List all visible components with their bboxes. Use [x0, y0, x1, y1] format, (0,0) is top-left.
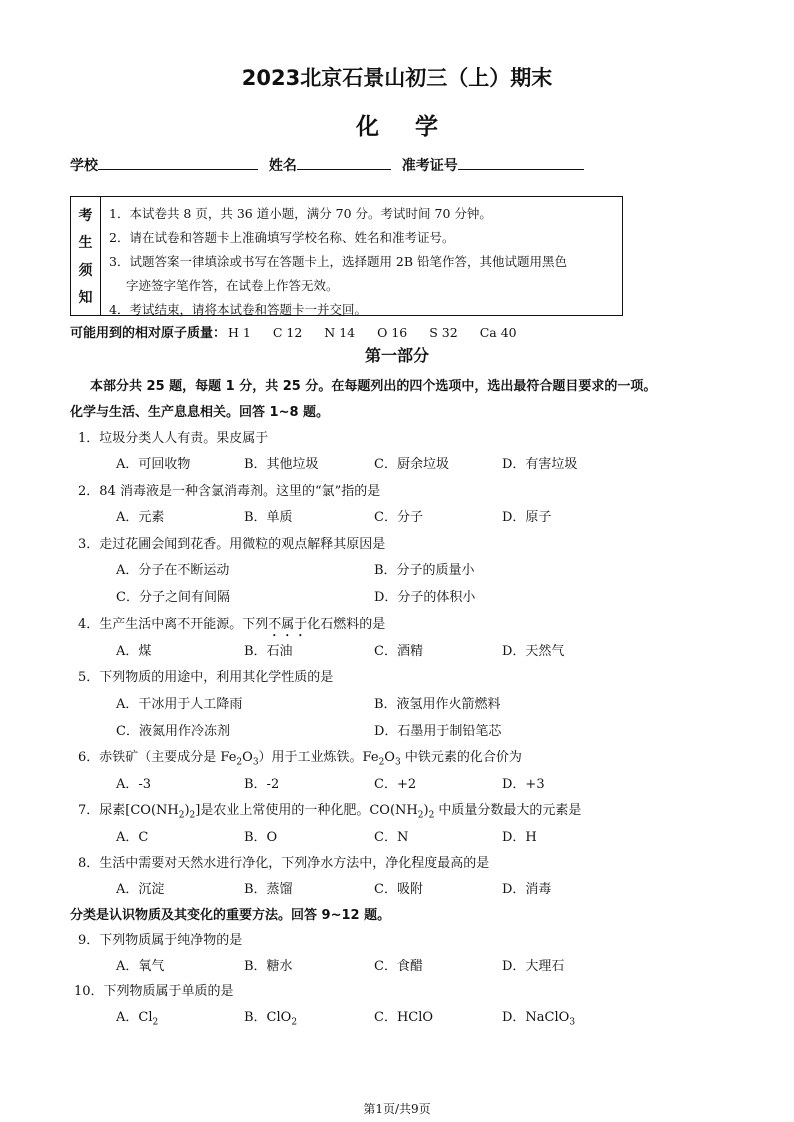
- option-d: D．石墨用于制铅笔芯: [374, 724, 502, 739]
- stem-text: ]是农业上常使用的一种化肥。CO(NH: [195, 803, 418, 818]
- option-text: D．NaClO: [502, 1010, 570, 1025]
- notes-heading-char: 知: [78, 290, 93, 307]
- note-item: 1．本试卷共 8 页，共 36 道小题，满分 70 分。考试时间 70 分钟。: [109, 206, 492, 221]
- subscript: 2: [178, 810, 185, 821]
- atomic-mass: Ca 40: [479, 325, 517, 340]
- option-d: D．消毒: [502, 882, 552, 897]
- subscript: 2: [152, 1017, 159, 1028]
- question-stem: [78, 613, 385, 640]
- part-title: 第一部分: [364, 346, 429, 365]
- stem-text: 7．尿素[CO(NH: [78, 803, 179, 818]
- stem-text: 化石燃料的是: [307, 617, 386, 632]
- stem-text: ): [423, 803, 429, 818]
- part-intro: 本部分共 25 题，每题 1 分，共 25 分。在每题列出的四个选项中，选出最符合题目要求的一项。: [90, 379, 657, 394]
- option-b: B．单质: [244, 510, 293, 525]
- option-d: [502, 1006, 575, 1028]
- option-b: B．石油: [244, 644, 293, 659]
- option-d: D．+3: [502, 777, 545, 792]
- stem-text: 4．生产生活中离不开能源。下列: [78, 617, 269, 632]
- option-a: A．氧气: [116, 959, 165, 974]
- section-heading: 化学与生活、生产息息相关。回答 1~8 题。: [70, 405, 330, 420]
- notes-heading-char: 须: [78, 262, 93, 279]
- option-a: A．元素: [116, 510, 165, 525]
- option-c: C．厨余垃圾: [374, 457, 449, 472]
- subscript: 3: [252, 757, 259, 768]
- option-c: C．分子之间有间隔: [116, 590, 230, 605]
- subject-title: 化学: [356, 114, 474, 140]
- option-b: B．-2: [244, 777, 280, 792]
- question-stem: 9．下列物质属于纯净物的是: [78, 933, 243, 948]
- option-a: A．C: [116, 830, 149, 845]
- subscript: 2: [417, 810, 424, 821]
- option-b: [244, 1006, 297, 1028]
- stem-text: 中质量分数最大的元素是: [434, 803, 582, 818]
- option-c: C．+2: [374, 777, 417, 792]
- exam-notes-box: [70, 196, 623, 316]
- option-a: [116, 1006, 158, 1028]
- page-number: 第1页/共9页: [363, 1102, 431, 1116]
- question-stem: 10．下列物质属于单质的是: [74, 984, 234, 999]
- stem-text: ）用于工业炼铁。Fe: [258, 750, 379, 765]
- option-d: D．大理石: [502, 959, 565, 974]
- option-a: A．煤: [116, 644, 152, 659]
- atomic-mass: O 16: [377, 325, 408, 340]
- option-c: C．吸附: [374, 882, 423, 897]
- notes-heading: [71, 197, 101, 315]
- exam-title: 2023北京石景山初三（上）期末: [241, 66, 553, 90]
- option-a: A．可回收物: [116, 457, 191, 472]
- emphasized-text: 不属于: [268, 617, 308, 632]
- atomic-mass: H 1: [228, 325, 251, 340]
- option-c: C．HClO: [374, 1010, 434, 1025]
- option-a: A．沉淀: [116, 882, 165, 897]
- name-blank: [297, 154, 391, 170]
- option-c: C．液氮用作冷冻剂: [116, 724, 230, 739]
- subscript: 2: [428, 810, 435, 821]
- notes-list: [109, 202, 567, 322]
- stem-text: O: [384, 750, 395, 765]
- note-item: 4．考试结束，请将本试卷和答题卡一并交回。: [109, 302, 367, 317]
- section-heading: 分类是认识物质及其变化的重要方法。回答 9~12 题。: [70, 908, 391, 923]
- option-c: C．N: [374, 830, 409, 845]
- atomic-mass: N 14: [324, 325, 356, 340]
- atomic-mass: S 32: [429, 325, 458, 340]
- name-label: 姓名: [268, 158, 297, 174]
- note-item: 3．试题答案一律填涂或书写在答题卡上，选择题用 2B 铅笔作答，其他试题用黑色: [109, 254, 568, 269]
- option-a: A．-3: [116, 777, 152, 792]
- subscript: 2: [291, 1017, 298, 1028]
- option-b: B．糖水: [244, 959, 293, 974]
- option-a: A．分子在不断运动: [116, 563, 230, 578]
- question-stem: [78, 799, 581, 821]
- stem-text: O: [242, 750, 253, 765]
- option-d: D．有害垃圾: [502, 457, 578, 472]
- option-b: B．O: [244, 830, 278, 845]
- atomic-mass: C 12: [272, 325, 303, 340]
- atomic-masses-label: 可能用到的相对原子质量：: [70, 326, 227, 341]
- option-b: B．分子的质量小: [374, 563, 475, 578]
- student-info-line: [70, 154, 584, 175]
- exam-no-label: 准考证号: [401, 158, 458, 174]
- stem-text: 中铁元素的化合价为: [400, 750, 522, 765]
- notes-heading-char: 生: [78, 235, 93, 252]
- question-stem: 3．走过花圃会闻到花香。用微粒的观点解释其原因是: [78, 537, 386, 552]
- option-b: B．其他垃圾: [244, 457, 319, 472]
- question-stem: 2．84 消毒液是一种含氯消毒剂。这里的“氯”指的是: [78, 484, 381, 499]
- stem-text: 6．赤铁矿（主要成分是 Fe: [78, 750, 237, 765]
- exam-no-blank: [458, 154, 584, 170]
- question-stem: [78, 746, 522, 768]
- option-text: B．ClO: [244, 1010, 292, 1025]
- option-b: B．液氢用作火箭燃料: [374, 697, 501, 712]
- school-label: 学校: [70, 158, 98, 174]
- question-stem: 5．下列物质的用途中，利用其化学性质的是: [78, 670, 334, 685]
- option-c: C．食醋: [374, 959, 423, 974]
- atomic-masses: [70, 322, 517, 341]
- option-d: D．天然气: [502, 644, 565, 659]
- note-item: 2．请在试卷和答题卡上准确填写学校名称、姓名和准考证号。: [109, 230, 455, 245]
- option-b: B．蒸馏: [244, 882, 293, 897]
- option-c: C．酒精: [374, 644, 423, 659]
- subscript: 3: [569, 1017, 576, 1028]
- option-d: D．原子: [502, 510, 552, 525]
- question-stem: 1．垃圾分类人人有责。果皮属于: [78, 431, 269, 446]
- option-text: A．Cl: [116, 1010, 153, 1025]
- subscript: 2: [378, 757, 385, 768]
- option-d: D．分子的体积小: [374, 590, 476, 605]
- option-d: D．H: [502, 830, 537, 845]
- school-blank: [98, 154, 258, 170]
- subscript: 2: [236, 757, 243, 768]
- stem-text: ): [184, 803, 190, 818]
- subscript: 2: [189, 810, 196, 821]
- notes-heading-char: 考: [78, 207, 93, 224]
- question-stem: 8．生活中需要对天然水进行净化，下列净水方法中，净化程度最高的是: [78, 856, 490, 871]
- note-item: 字迹签字笔作答，在试卷上作答无效。: [126, 278, 339, 293]
- option-a: A．干冰用于人工降雨: [116, 697, 243, 712]
- option-c: C．分子: [374, 510, 423, 525]
- subscript: 3: [394, 757, 401, 768]
